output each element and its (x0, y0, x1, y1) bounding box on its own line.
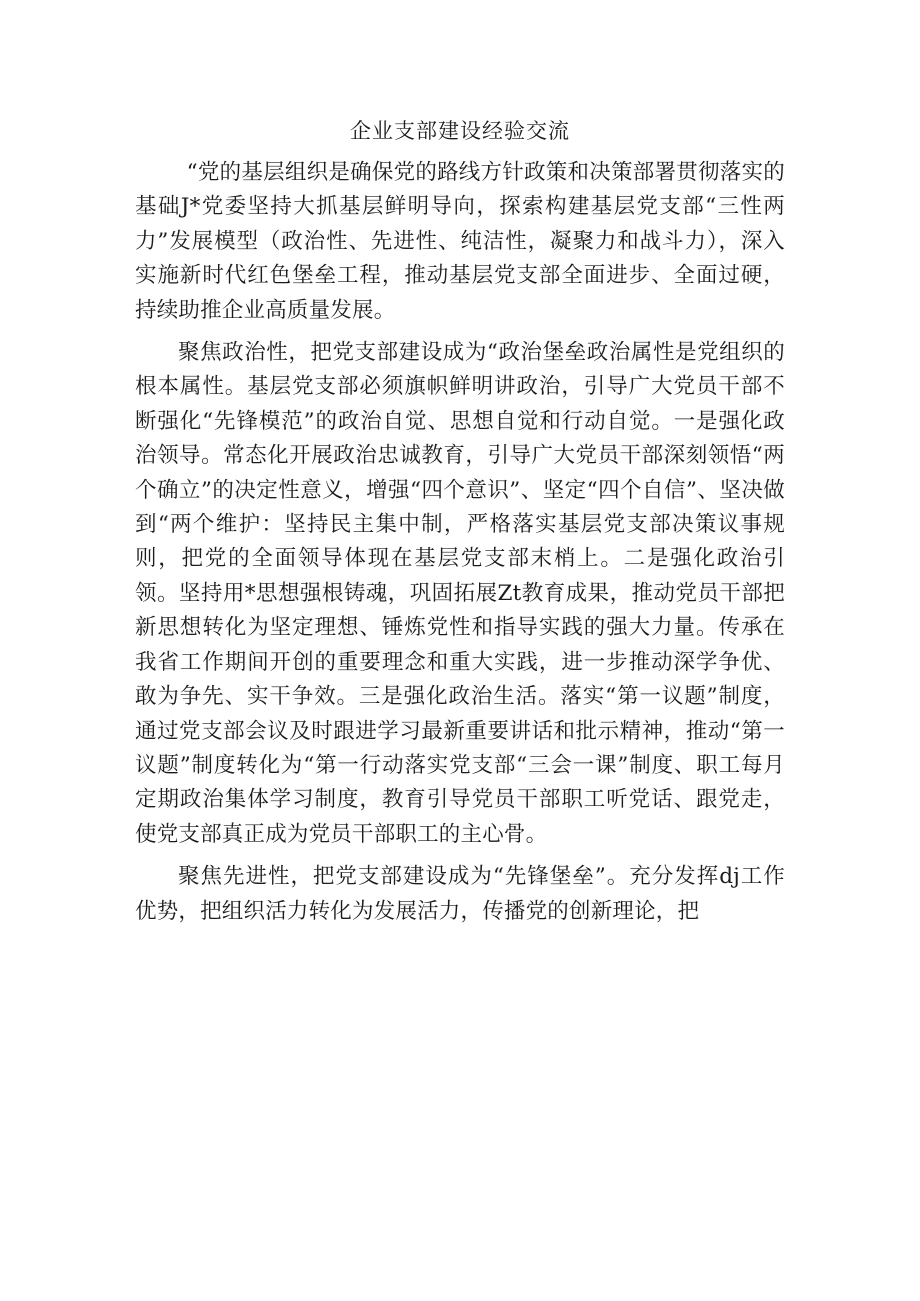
paragraph-intro: “党的基层组织是确保党的路线方针政策和决策部署贯彻落实的基础J*党委坚持大抓基层鲜明导向，探索构建基层党支部“三性两力”发展模型（政治性、先进性、纯洁性，凝聚力和战斗力），深入实施新时代红色堡垒工程，推动基层党支部全面进步、全面过硬，持续助推企业高质量发展。 (135, 160, 785, 323)
paragraph-advanced: 聚焦先进性，把党支部建设成为“先锋堡垒”。充分发挥dj工作优势，把组织活力转化为发展活力，传播党的创新理论，把 (135, 864, 785, 924)
document-title: 企业支部建设经验交流 (350, 119, 570, 143)
paragraph-political: 聚焦政治性，把党支部建设成为“政治堡垒政治属性是党组织的根本属性。基层党支部必须旗帜鲜明讲政治，引导广大党员干部不断强化“先锋模范”的政治自觉、思想自觉和行动自觉。一是强化政治领导。常态化开展政治忠诚教育，引导广大党员干部深刻领悟“两个确立”的决定性意义，增强“四个意识”、坚定“四个自信”、坚决做到“两个维护：坚持民主集中制，严格落实基层党支部决策议事规则，把党的全面领导体现在基层党支部末梢上。二是强化政治引领。坚持用*思想强根铸魂，巩固拓展Zt教育成果，推动党员干部把新思想转化为坚定理想、锤炼党性和指导实践的强大力量。传承在我省工作期间开创的重要理念和重大实践，进一步推动深学争优、敢为争先、实干争效。三是强化政治生活。落实“第一议题”制度，通过党支部会议及时跟进学习最新重要讲话和批示精神，推动“第一议题”制度转化为“第一行动落实党支部“三会一课”制度、职工每月定期政治集体学习制度，教育引导党员干部职工听党话、跟党走，使党支部真正成为党员干部职工的主心骨。 (135, 340, 785, 847)
document-body (135, 156, 785, 937)
